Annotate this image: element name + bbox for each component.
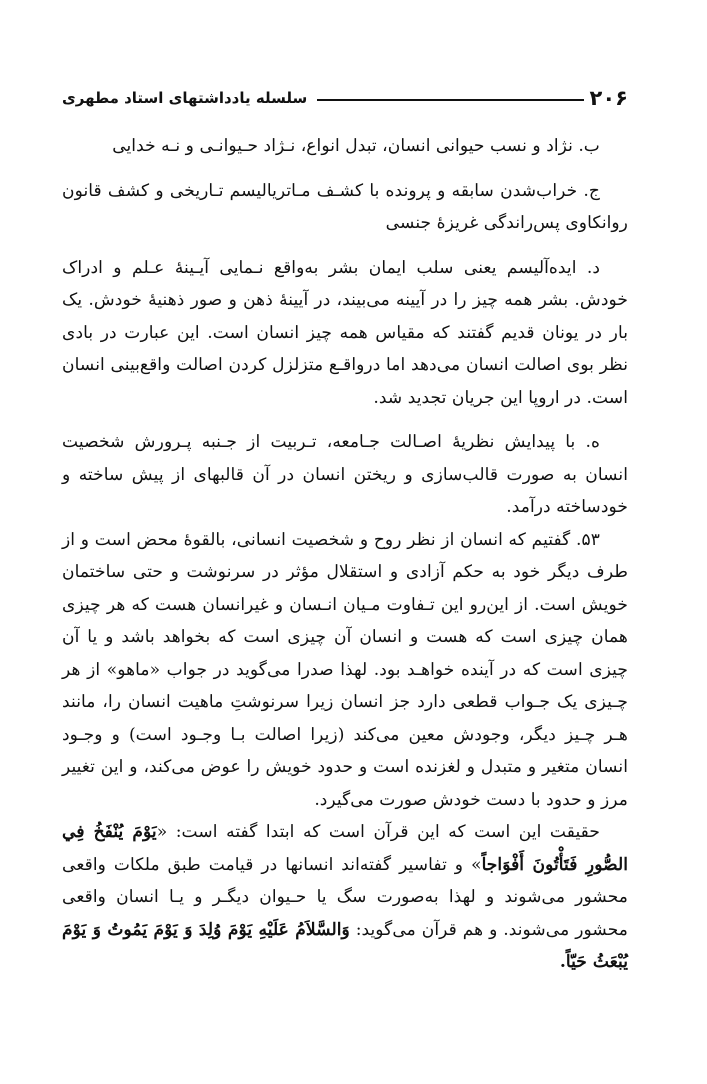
paragraph-d: د. ایده‌آلیسم یعنی سلب ایمان بشر به‌واقع نـمایی آیـینهٔ عـلم و ادراک خودش. بشر همه چیز را در آیینه می‌بیند، در آیینهٔ ذهن و صور ذهنیهٔ خودش. یک بار در یونان قدیم گفتند که مقیاس همه چیز انسان است. این عبارت در بادی نظر بوی اصالت انسان می‌دهد اما درواقـع متزلزل کردن اصالت واقع‌بینی انسان است. در اروپا این جریان تجدید شد. bbox=[62, 257, 628, 408]
header-rule bbox=[317, 99, 583, 101]
paragraph-b: ب. نژاد و نسب حیوانی انسان، تبدل انواع، نـژاد حـیوانـی و نـه خدایی bbox=[112, 136, 600, 156]
page-header bbox=[62, 84, 628, 112]
paragraph-quran bbox=[62, 816, 628, 979]
paragraph-53: ۵۳. گفتیم که انسان از نظر روح و شخصیت انسانی، بالقوهٔ محض است و از طرف دیگر خود به حکم آزادی و استقلال مؤثر در سرنوشت و حتی ساختمان خویش است. از این‌رو این تـفاوت مـیان انـسان و غیرانسان هست که هر چیزی همان چیزی است که هست و انسان آن چیزی است که بخواهد باشد و یا آن چیزی است که در آینده خواهـد بود. لهذا صدرا می‌گوید در جواب «ماهو» از هر چـیزی یک جـواب قطعی دارد جز انسان زیرا سرنوشتِ ماهیت انسان را، مانند هـر چـیز دیگر، وجودش معین می‌کند (زیرا اصالت بـا وجـود است) و وجـود انسان متغیر و متبدل و لغزنده است و حدود خویش را عوض می‌کند، و این تغییر مرز و حدود با دست خودش صورت می‌گیرد. bbox=[62, 529, 628, 810]
page-body bbox=[62, 130, 628, 979]
page-number: ۲۰۶ bbox=[589, 86, 628, 110]
quran-commentary-text: » و تفاسیر گفته‌اند انسانها در قیامت طبق ملکات واقعی محشور می‌شوند و لهذا به‌صورت سگ یا حـیوان دیگـر و یـا انسان واقعی محشور می‌شوند. و هم قرآن می‌گوید: bbox=[62, 854, 629, 940]
running-title: سلسله یادداشتهای استاد مطهری bbox=[62, 89, 308, 107]
paragraph-h: ه. با پیدایش نظریهٔ اصـالت جـامعه، تـربیت از جـنبه پـرورش شخصیت انسان به صورت قالب‌سازی و ریختن انسان در آن قالبهای از پیش ساخته و خودساخته درآمد. bbox=[62, 432, 628, 517]
quran-intro-text: حقیقت این است که این قرآن است که ابتدا گفته است: « bbox=[156, 822, 601, 842]
quran-verse-sur: يَوْمَ يُنْفَخُ فِي الصُّورِ فَتَأْتُونَ أَفْوَاجاً bbox=[62, 822, 629, 875]
quran-verse-salam: وَالسَّلاَمُ عَلَيْهِ يَوْمَ وُلِدَ وَ يَوْمَ يَمُوتُ وَ يَوْمَ يُبْعَثُ حَيّاً. bbox=[62, 919, 628, 972]
paragraph-j: ج. خراب‌شدن سابقه و پرونده با کشـف مـاتریالیسم تـاریخی و کشف قانون روانکاوی پس‌راندگی غریزهٔ جنسی bbox=[62, 180, 628, 233]
